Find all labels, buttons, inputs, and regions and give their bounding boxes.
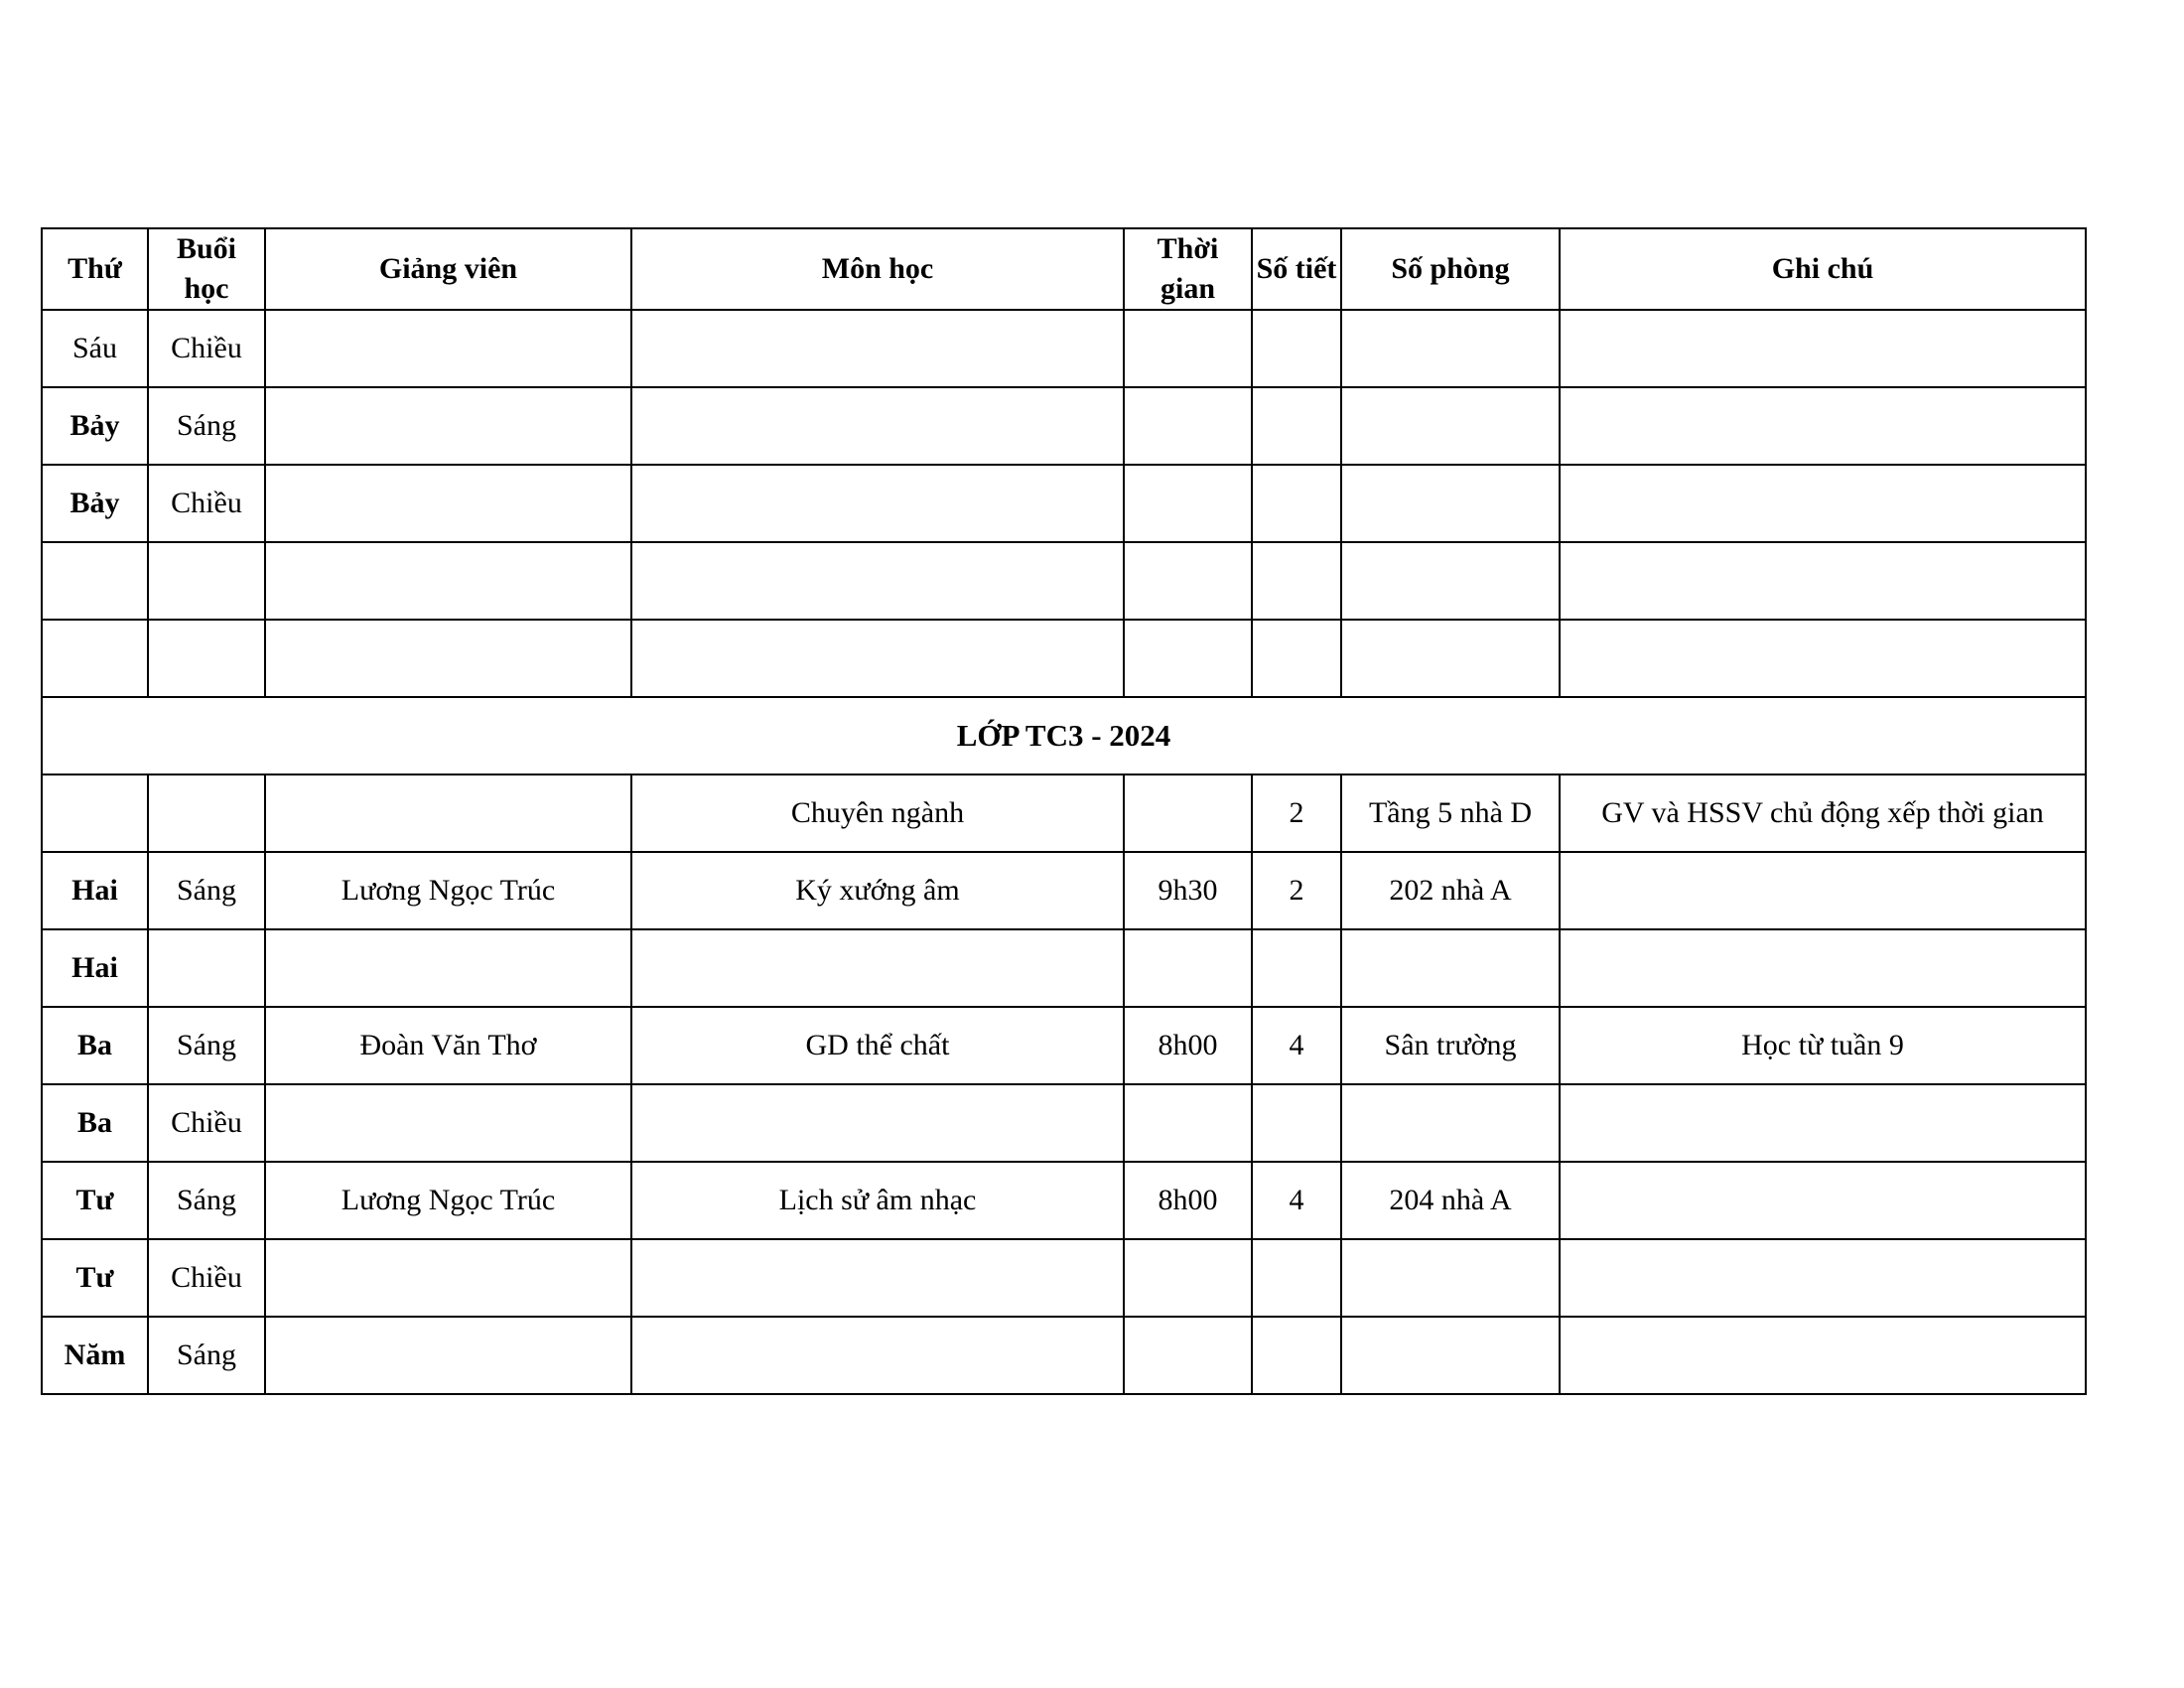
cell-so-phong: [1341, 1317, 1560, 1394]
header-buoi-hoc: Buổi học: [148, 228, 265, 310]
cell-ghi-chu: [1560, 1084, 2086, 1162]
cell-thoi-gian: [1124, 1239, 1252, 1317]
cell-giang-vien: Lương Ngọc Trúc: [265, 852, 631, 929]
table-row: [42, 387, 2086, 465]
cell-buoi: Sáng: [148, 1317, 265, 1394]
cell-so-phong: Sân trường: [1341, 1007, 1560, 1084]
cell-mon-hoc: [631, 1317, 1124, 1394]
cell-buoi: Sáng: [148, 387, 265, 465]
cell-giang-vien: [265, 387, 631, 465]
schedule-table: [41, 227, 2087, 1395]
cell-so-phong: [1341, 542, 1560, 620]
cell-thu: Bảy: [42, 387, 148, 465]
cell-so-tiet: [1252, 1084, 1341, 1162]
cell-mon-hoc: GD thể chất: [631, 1007, 1124, 1084]
cell-giang-vien: [265, 1239, 631, 1317]
table-row: [42, 465, 2086, 542]
cell-so-phong: [1341, 465, 1560, 542]
table-row: [42, 310, 2086, 387]
cell-thoi-gian: [1124, 465, 1252, 542]
cell-ghi-chu: Học từ tuần 9: [1560, 1007, 2086, 1084]
table-row: [42, 542, 2086, 620]
cell-so-tiet: [1252, 620, 1341, 697]
cell-buoi: Sáng: [148, 852, 265, 929]
cell-thu: [42, 620, 148, 697]
cell-thu: [42, 774, 148, 852]
header-so-tiet: Số tiết: [1252, 228, 1341, 310]
cell-mon-hoc: [631, 465, 1124, 542]
cell-buoi: [148, 929, 265, 1007]
cell-mon-hoc: [631, 542, 1124, 620]
cell-so-tiet: [1252, 1317, 1341, 1394]
cell-giang-vien: Lương Ngọc Trúc: [265, 1162, 631, 1239]
table-row: [42, 1007, 2086, 1084]
cell-thu: Bảy: [42, 465, 148, 542]
header-row: [42, 228, 2086, 310]
cell-so-phong: [1341, 1084, 1560, 1162]
cell-buoi: Chiều: [148, 1239, 265, 1317]
cell-mon-hoc: [631, 1084, 1124, 1162]
cell-thu: Tư: [42, 1239, 148, 1317]
cell-ghi-chu: [1560, 465, 2086, 542]
cell-mon-hoc: [631, 387, 1124, 465]
cell-thoi-gian: 8h00: [1124, 1007, 1252, 1084]
cell-ghi-chu: [1560, 542, 2086, 620]
section-row: [42, 697, 2086, 774]
cell-giang-vien: Đoàn Văn Thơ: [265, 1007, 631, 1084]
table-row: [42, 1162, 2086, 1239]
cell-giang-vien: [265, 1084, 631, 1162]
cell-so-phong: [1341, 387, 1560, 465]
cell-thoi-gian: [1124, 387, 1252, 465]
cell-thu: Hai: [42, 929, 148, 1007]
cell-mon-hoc: [631, 1239, 1124, 1317]
cell-so-tiet: [1252, 310, 1341, 387]
table-row: [42, 774, 2086, 852]
header-ghi-chu: Ghi chú: [1560, 228, 2086, 310]
header-mon-hoc: Môn học: [631, 228, 1124, 310]
cell-mon-hoc: Ký xướng âm: [631, 852, 1124, 929]
cell-mon-hoc: Lịch sử âm nhạc: [631, 1162, 1124, 1239]
cell-giang-vien: [265, 542, 631, 620]
section-title: LỚP TC3 - 2024: [42, 697, 2086, 774]
table-row: [42, 1317, 2086, 1394]
cell-mon-hoc: Chuyên ngành: [631, 774, 1124, 852]
cell-giang-vien: [265, 1317, 631, 1394]
cell-buoi: [148, 542, 265, 620]
cell-so-tiet: 4: [1252, 1162, 1341, 1239]
cell-thoi-gian: 8h00: [1124, 1162, 1252, 1239]
cell-so-phong: 204 nhà A: [1341, 1162, 1560, 1239]
cell-so-tiet: [1252, 465, 1341, 542]
cell-ghi-chu: [1560, 1239, 2086, 1317]
cell-buoi: Sáng: [148, 1007, 265, 1084]
cell-mon-hoc: [631, 929, 1124, 1007]
cell-so-tiet: 2: [1252, 852, 1341, 929]
cell-thoi-gian: [1124, 620, 1252, 697]
cell-giang-vien: [265, 465, 631, 542]
cell-thoi-gian: [1124, 1317, 1252, 1394]
cell-thoi-gian: [1124, 929, 1252, 1007]
cell-buoi: Chiều: [148, 465, 265, 542]
cell-thu: Tư: [42, 1162, 148, 1239]
cell-ghi-chu: [1560, 310, 2086, 387]
cell-ghi-chu: [1560, 1317, 2086, 1394]
cell-so-phong: Tầng 5 nhà D: [1341, 774, 1560, 852]
cell-so-tiet: 2: [1252, 774, 1341, 852]
cell-giang-vien: [265, 310, 631, 387]
cell-buoi: Chiều: [148, 1084, 265, 1162]
cell-ghi-chu: [1560, 929, 2086, 1007]
cell-thoi-gian: [1124, 1084, 1252, 1162]
cell-so-phong: [1341, 310, 1560, 387]
cell-thoi-gian: [1124, 542, 1252, 620]
cell-so-phong: [1341, 620, 1560, 697]
cell-ghi-chu: [1560, 852, 2086, 929]
cell-buoi: [148, 774, 265, 852]
cell-giang-vien: [265, 774, 631, 852]
cell-mon-hoc: [631, 310, 1124, 387]
cell-ghi-chu: [1560, 387, 2086, 465]
cell-buoi: Sáng: [148, 1162, 265, 1239]
cell-giang-vien: [265, 929, 631, 1007]
table-row: [42, 929, 2086, 1007]
cell-thu: Sáu: [42, 310, 148, 387]
cell-ghi-chu: [1560, 1162, 2086, 1239]
cell-ghi-chu: [1560, 620, 2086, 697]
header-giang-vien: Giảng viên: [265, 228, 631, 310]
table-row: [42, 1239, 2086, 1317]
cell-buoi: [148, 620, 265, 697]
cell-so-phong: [1341, 929, 1560, 1007]
cell-ghi-chu: GV và HSSV chủ động xếp thời gian: [1560, 774, 2086, 852]
cell-thu: Hai: [42, 852, 148, 929]
cell-thu: Ba: [42, 1084, 148, 1162]
cell-buoi: Chiều: [148, 310, 265, 387]
cell-mon-hoc: [631, 620, 1124, 697]
cell-thu: Ba: [42, 1007, 148, 1084]
cell-so-phong: 202 nhà A: [1341, 852, 1560, 929]
cell-thoi-gian: [1124, 310, 1252, 387]
header-thu: Thứ: [42, 228, 148, 310]
cell-thoi-gian: 9h30: [1124, 852, 1252, 929]
table-row: [42, 620, 2086, 697]
header-so-phong: Số phòng: [1341, 228, 1560, 310]
cell-so-tiet: [1252, 1239, 1341, 1317]
table-row: [42, 852, 2086, 929]
table-row: [42, 1084, 2086, 1162]
cell-so-tiet: [1252, 542, 1341, 620]
cell-thu: [42, 542, 148, 620]
header-thoi-gian: Thời gian: [1124, 228, 1252, 310]
cell-giang-vien: [265, 620, 631, 697]
cell-so-tiet: [1252, 387, 1341, 465]
cell-thu: Năm: [42, 1317, 148, 1394]
cell-so-tiet: 4: [1252, 1007, 1341, 1084]
cell-thoi-gian: [1124, 774, 1252, 852]
cell-so-phong: [1341, 1239, 1560, 1317]
cell-so-tiet: [1252, 929, 1341, 1007]
